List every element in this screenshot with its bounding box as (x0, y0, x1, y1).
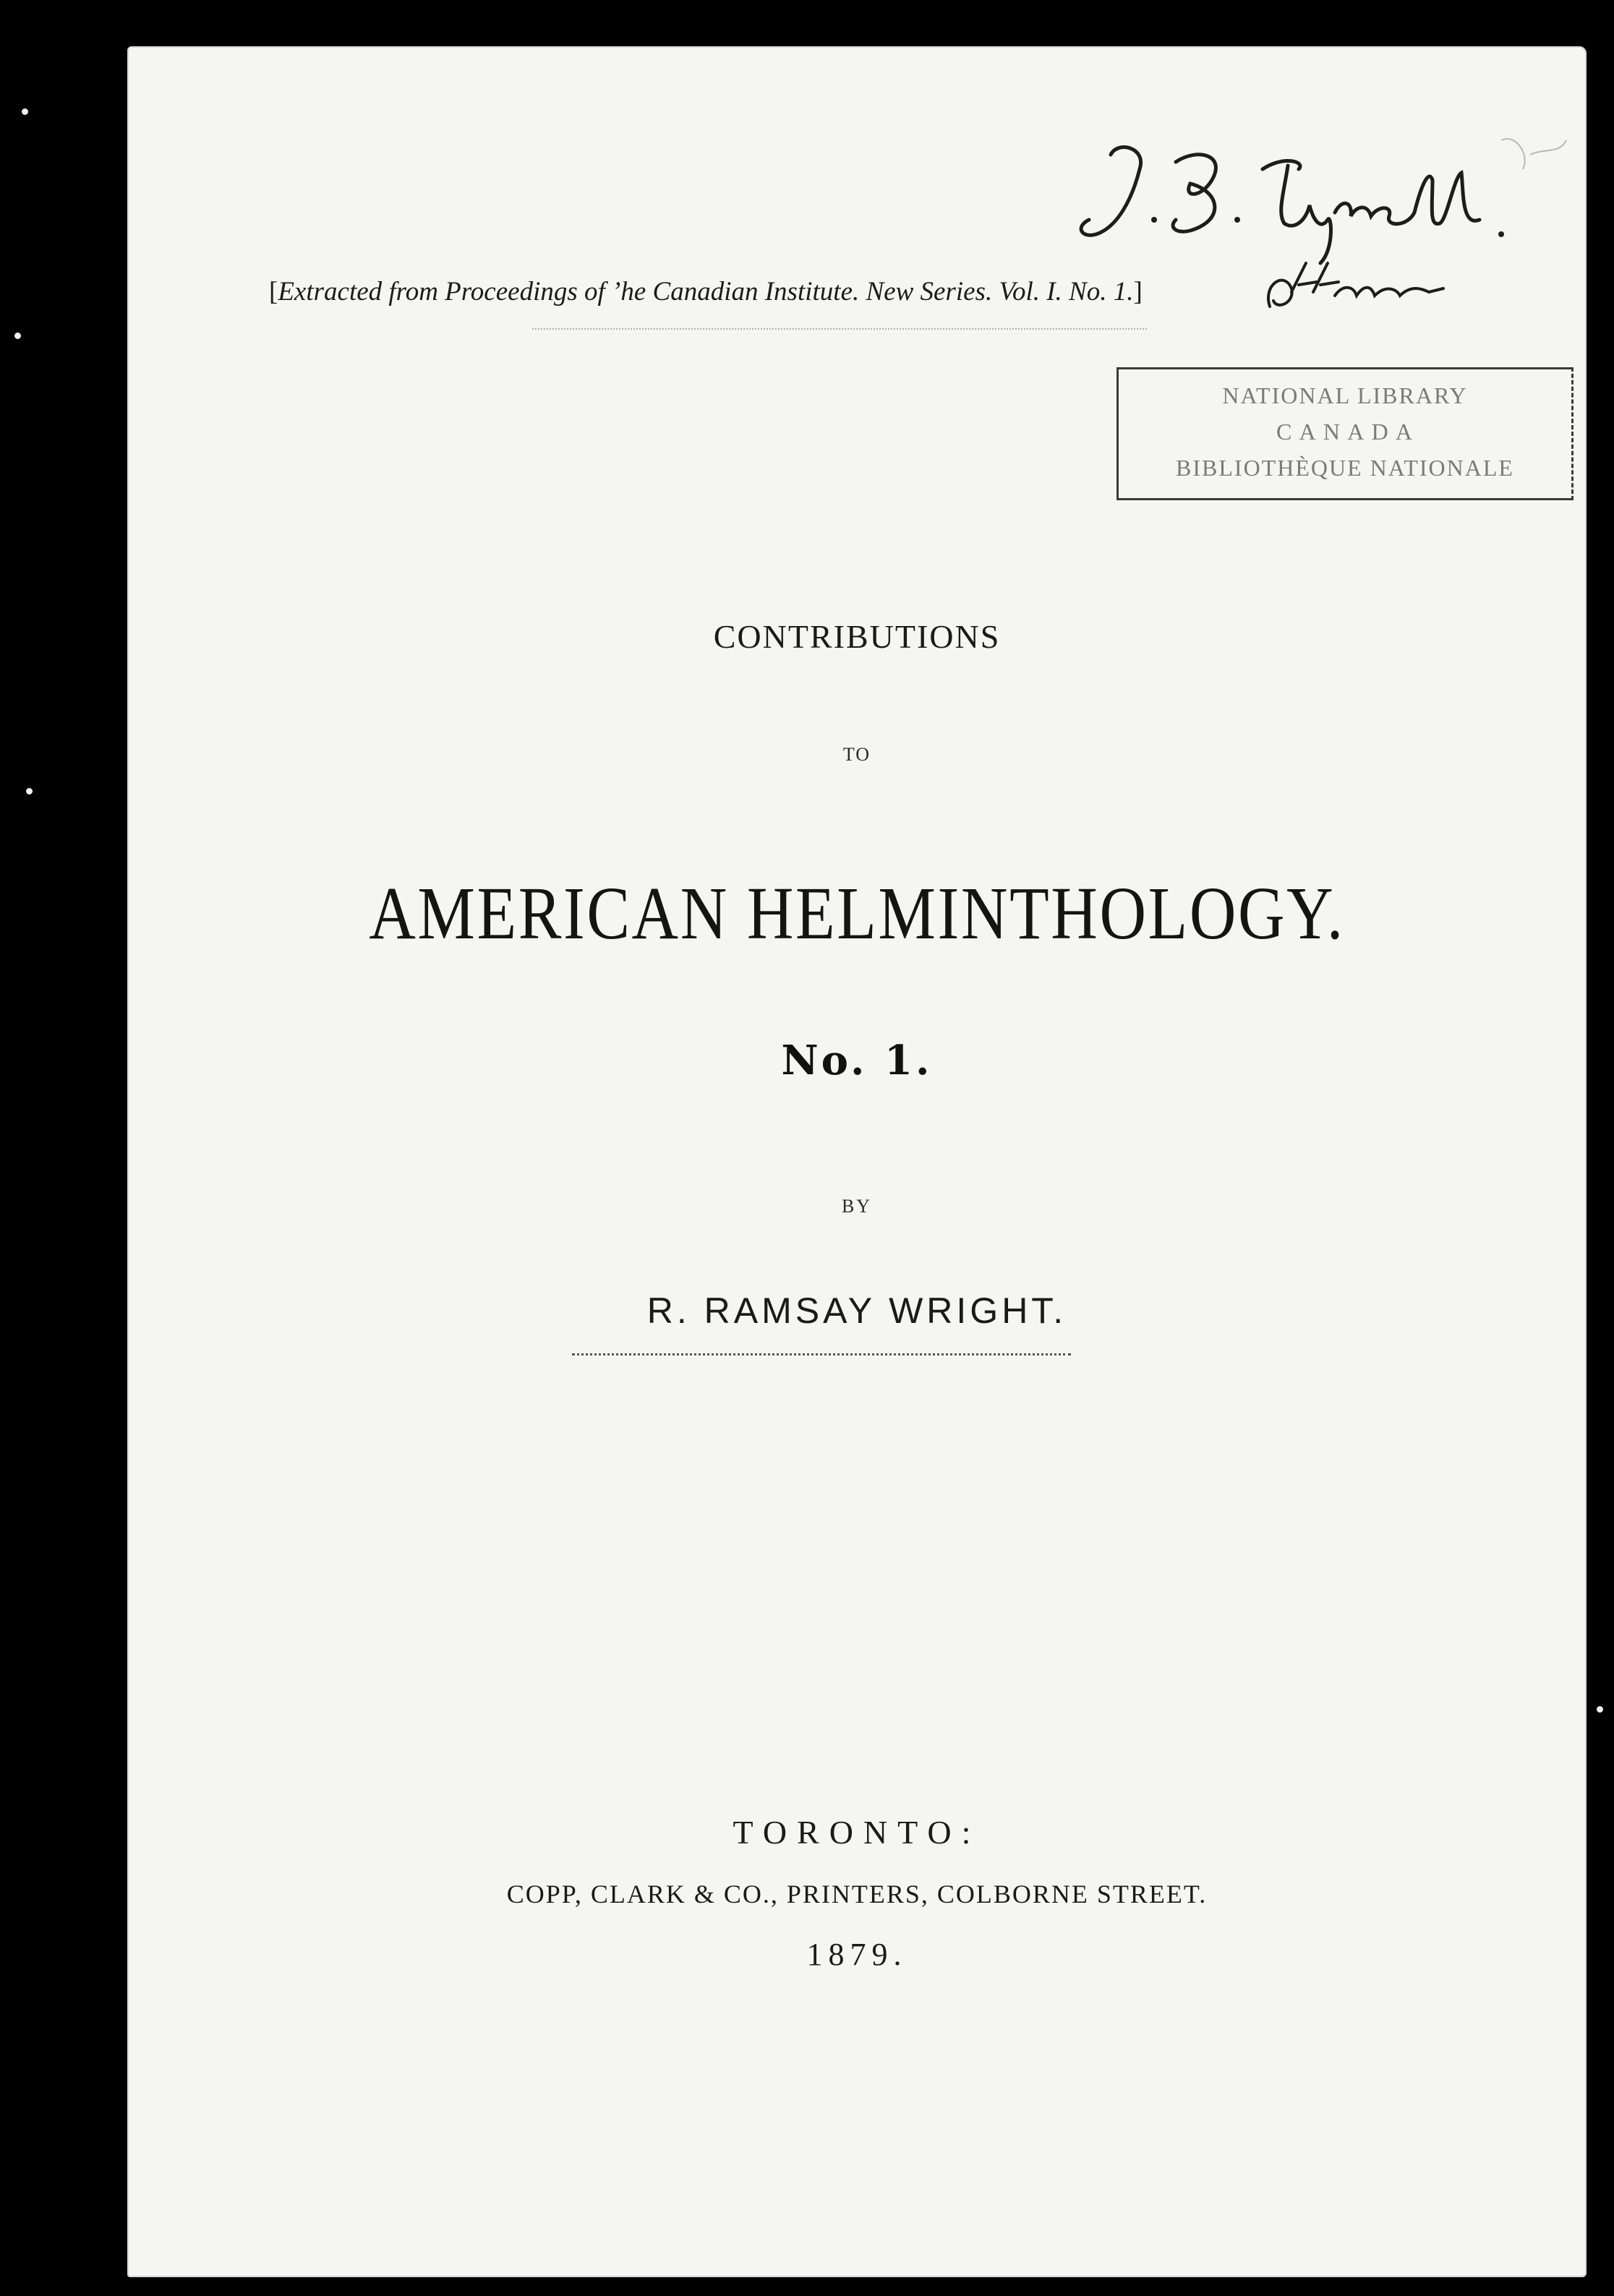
by-text: BY (841, 1196, 873, 1217)
main-title: AMERICAN HELMINTHOLOGY. (369, 872, 1345, 955)
extract-bracket-open: [ (269, 277, 278, 307)
contributions-heading: CONTRIBUTIONS (713, 618, 1001, 655)
imprint-city: TORONTO: (733, 1814, 981, 1851)
extract-note-text: Extracted from Proceedings of ’he Canadian Institute. New Series. Vol. I. No. 1. (278, 277, 1134, 307)
imprint-year: 1879. (806, 1937, 908, 1972)
imprint-printer: COPP, CLARK & CO., PRINTERS, COLBORNE STREET. (506, 1880, 1208, 1909)
document-page (127, 46, 1587, 2277)
scan-speck (14, 333, 21, 339)
scan-speck (26, 788, 33, 794)
divider-rule (532, 328, 1147, 330)
stamp-line-3: BIBLIOTHÈQUE NATIONALE (1176, 455, 1514, 481)
author-name: R. RAMSAY WRIGHT. (646, 1290, 1067, 1331)
issue-number: No. 1. (781, 1037, 933, 1084)
author-underline (572, 1353, 1071, 1355)
scan-speck (22, 108, 28, 115)
library-stamp (1116, 367, 1574, 500)
scan-speck (1597, 1706, 1603, 1713)
stamp-line-1: NATIONAL LIBRARY (1222, 382, 1468, 408)
to-text: TO (842, 744, 871, 765)
extract-bracket-close: ] (1133, 277, 1143, 307)
extract-note (269, 276, 1455, 307)
stamp-line-2: C A N A D A (1276, 419, 1414, 445)
